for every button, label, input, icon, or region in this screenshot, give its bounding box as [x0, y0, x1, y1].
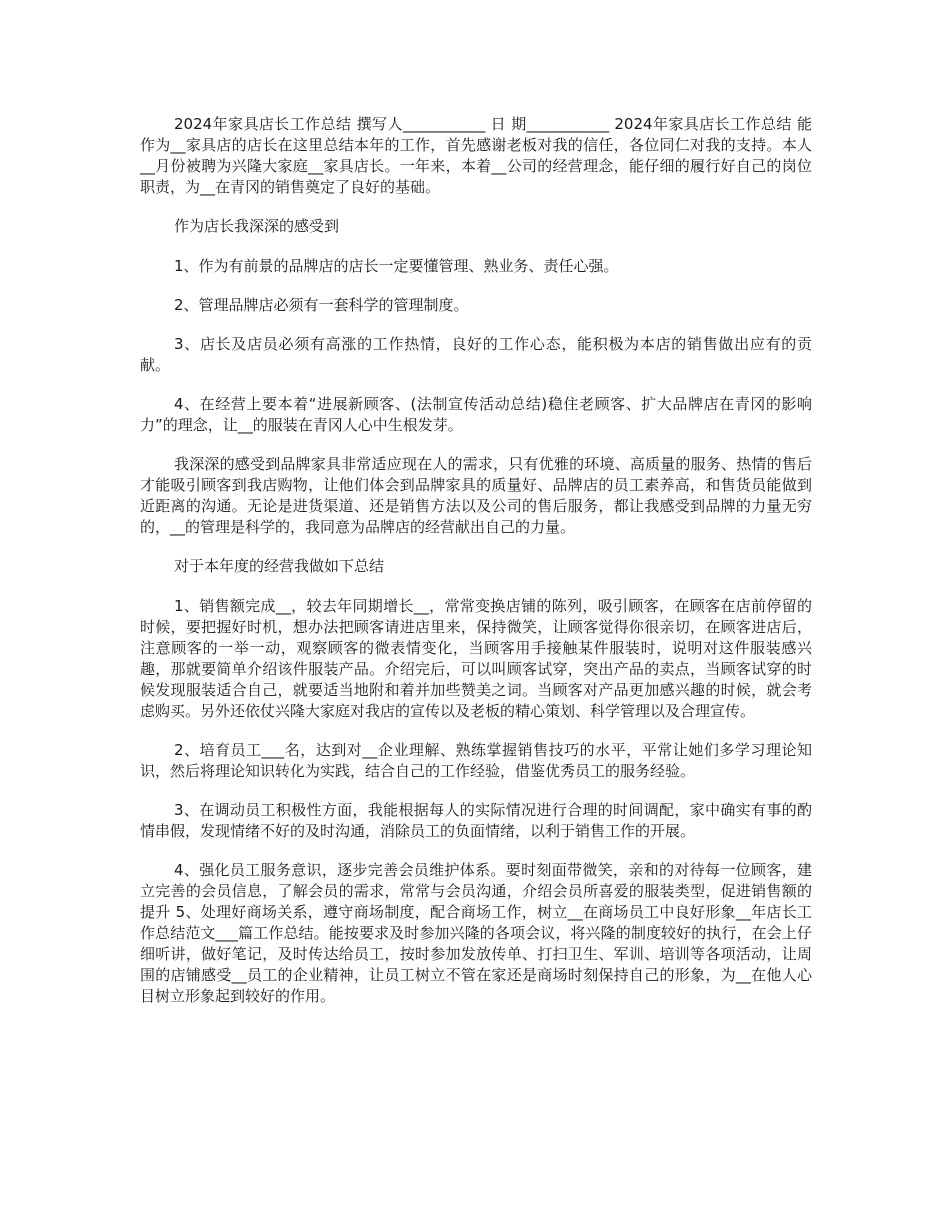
section-heading-feelings: 作为店长我深深的感受到: [174, 217, 340, 235]
summary-item-2: 2、培育员工___名，达到对__企业理解、熟练掌握销售技巧的水平，平常让她们多学习理论知识，然后将理论知识转化为实践，结合自己的工作经验，借鉴优秀员工的服务经验。: [140, 741, 812, 780]
summary-item-4: 4、强化员工服务意识，逐步完善会员维护体系。要时刻面带微笑，亲和的对待每一位顾客，建立完善的会员信息，了解会员的需求，常常与会员沟通，介绍会员所喜爱的服装类型，促进销售额的提升 5、处理好商场关系，遵守商场制度，配合商场工作，树立__在商场员工中良好形象__年店长工作总结范文___篇工作总结。能按要求及时参加兴隆的各项会议，将兴隆的制度较好的执行，在会上仔细听讲，做好笔记，及时传达给员工，按时参加发放传单、打扫卫生、军训、培训等各项活动，让周围的店铺感受__员工的企业精神，让员工树立不管在家还是商场时刻保持自己的形象，为__在他人心目树立形象起到较好的作用。: [140, 861, 812, 1005]
feeling-item-3: 3、店长及店员必须有高涨的工作热情，良好的工作心态，能积极为本店的销售做出应有的贡献。: [140, 335, 812, 374]
feeling-item-1: 1、作为有前景的品牌店的店长一定要懂管理、熟业务、责任心强。: [174, 257, 619, 275]
feeling-item-4: 4、在经营上要本着“进展新顾客、(法制宣传活动总结)稳住老顾客、扩大品牌店在青冈的影响力”的理念，让__的服装在青冈人心中生根发芽。: [140, 395, 812, 434]
feeling-item-2: 2、管理品牌店必须有一套科学的管理制度。: [174, 296, 469, 314]
brand-reflection-paragraph: 我深深的感受到品牌家具非常适应现在人的需求，只有优雅的环境、高质量的服务、热情的售后才能吸引顾客到我店购物，让他们体会到品牌家具的质量好、品牌店的员工素养高，和售货员能做到近距离的沟通。无论是进货渠道、还是销售方法以及公司的售后服务，都让我感受到品牌的力量无穷的，__的管理是科学的，我同意为品牌店的经营献出自己的力量。: [140, 455, 812, 536]
section-heading-summary: 对于本年度的经营我做如下总结: [174, 557, 385, 575]
summary-item-3: 3、在调动员工积极性方面，我能根据每人的实际情况进行合理的时间调配，家中确实有事的酌情串假，发现情绪不好的及时沟通，消除员工的负面情绪，以利于销售工作的开展。: [140, 801, 812, 840]
document-body: [140, 114, 812, 1025]
intro-paragraph: 2024年家具店长工作总结 撰写人___________ 日 期___________ 2024年家具店长工作总结 能作为__家具店的店长在这里总结本年的工作，首先感谢老板对我的信任，各位同仁对我的支持。本人__月份被聘为兴隆大家庭__家具店长。一年来，本着__公司的经营理念，能仔细的履行好自己的岗位职责，为__在青冈的销售奠定了良好的基础。: [140, 115, 812, 196]
summary-item-1: 1、销售额完成__，较去年同期增长__，常常变换店铺的陈列，吸引顾客，在顾客在店前停留的时候，要把握好时机，想办法把顾客请进店里来，保持微笑，让顾客觉得你很亲切，在顾客进店后，注意顾客的一举一动，观察顾客的微表情变化，当顾客用手接触某件服装时，说明对这件服装感兴趣，那就要简单介绍该件服装产品。介绍完后，可以叫顾客试穿，突出产品的卖点，当顾客试穿的时候发现服装适合自己，就要适当地附和着并加些赞美之词。当顾客对产品更加感兴趣的时候，就会考虑购买。另外还依仗兴隆大家庭对我店的宣传以及老板的精心策划、科学管理以及合理宣传。: [140, 597, 812, 720]
